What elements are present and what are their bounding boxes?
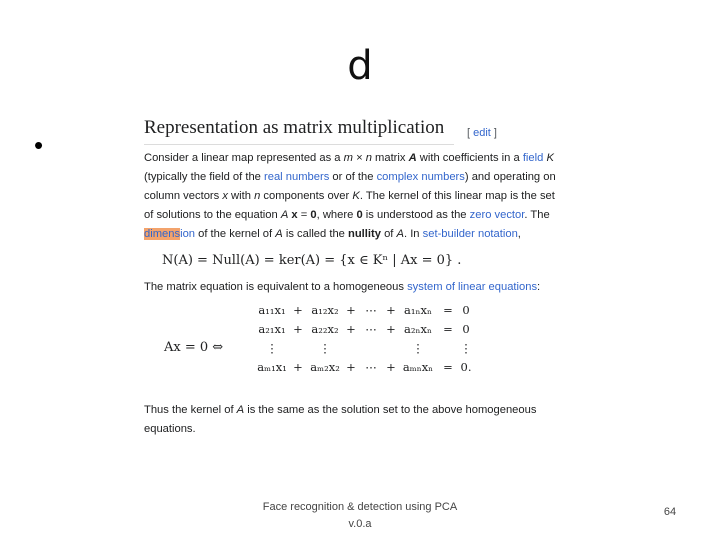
system-term: + (293, 322, 303, 336)
slide-title: d (347, 43, 373, 89)
link-complex-numbers[interactable]: complex numbers (376, 171, 465, 183)
text-math: m × n (343, 152, 372, 164)
system-row (254, 320, 474, 339)
edit-link[interactable]: edit (473, 127, 491, 139)
link-field[interactable]: field (522, 152, 544, 164)
text-math: K (546, 152, 554, 164)
text: of solutions to the equation (144, 209, 281, 221)
system-term: 0 (462, 303, 470, 317)
slide-footer (230, 499, 490, 533)
text: . The kernel of this linear map is the set (359, 190, 555, 202)
text-math: A (396, 228, 404, 240)
text: is called the (282, 228, 349, 240)
text-math: x (222, 190, 228, 202)
paragraph-kernel-definition (144, 149, 584, 244)
system-term: aₘₙxₙ (402, 360, 434, 374)
section-heading (144, 117, 497, 145)
text-math: A (408, 152, 417, 164)
system-term: aₘ₂x₂ (310, 360, 340, 374)
system-term: ⋯ (365, 360, 377, 374)
system-term: a₁₁x₁ (258, 303, 286, 317)
system-term: + (293, 360, 303, 374)
edit-bracket-open: [ (467, 127, 474, 139)
system-term: ⋮ (412, 341, 424, 355)
system-term: a₂₂x₂ (311, 322, 339, 336)
text: with coefficients in a (416, 152, 523, 164)
paragraph-line (144, 168, 584, 187)
system-term: + (386, 360, 396, 374)
text: Consider a linear map represented as a (144, 152, 344, 164)
text: of (380, 228, 397, 240)
equation-null-space: N(A) = Null(A) = ker(A) = {x ∈ Kⁿ | Ax = 0} . (162, 253, 462, 268)
link-zero-vector[interactable]: zero vector (469, 209, 525, 221)
system-term: + (346, 360, 356, 374)
system-term: + (346, 303, 356, 317)
system-term: = (443, 360, 453, 374)
text: with (227, 190, 255, 202)
system-lhs: Ax = 0 ⇔ (164, 340, 224, 355)
system-term: ⋮ (319, 341, 331, 355)
paragraph-conclusion (144, 401, 584, 439)
text: Thus the kernel of (144, 404, 237, 416)
text-math: x (291, 209, 298, 221)
edit-section (467, 124, 497, 143)
paragraph-line (144, 187, 584, 206)
text-math: n (254, 190, 261, 202)
text-math: 0 (310, 209, 317, 221)
system-term: a₁₂x₂ (311, 303, 339, 317)
paragraph-line (144, 225, 584, 244)
link-set-builder-notation[interactable]: set-builder notation (422, 228, 518, 240)
text: , (517, 228, 521, 240)
wiki-excerpt (144, 118, 584, 439)
edit-bracket-close: ] (490, 127, 497, 139)
system-term: a₂₁x₁ (258, 322, 286, 336)
text-math: K (352, 190, 360, 202)
system-term: + (293, 303, 303, 317)
text: of the kernel of (195, 228, 276, 240)
text: matrix (371, 152, 409, 164)
paragraph-line: equations. (144, 423, 196, 435)
system-row (254, 301, 474, 320)
text: (typically the field of the (144, 171, 265, 183)
text-math: A (275, 228, 283, 240)
system-term: + (346, 322, 356, 336)
system-term: a₁ₙxₙ (404, 303, 432, 317)
system-term: + (386, 303, 396, 317)
text-bold: nullity (348, 228, 381, 240)
system-row (254, 358, 474, 377)
system-term: + (386, 322, 396, 336)
system-term: = (443, 322, 453, 336)
paragraph-line (144, 401, 584, 420)
paragraph-line (144, 206, 584, 225)
system-term: ⋮ (460, 341, 472, 355)
text: or of the (329, 171, 377, 183)
paragraph-homogeneous-system (144, 278, 584, 297)
system-term: 0 (462, 322, 470, 336)
text: . The (524, 209, 550, 221)
page-number: 64 (663, 506, 677, 518)
text: : (537, 281, 541, 293)
system-row (254, 339, 474, 358)
system-term: ⋯ (365, 322, 377, 336)
section-heading-title: Representation as matrix multiplication (144, 117, 445, 138)
text: components over (260, 190, 353, 202)
footer-title: Face recognition & detection using PCA (262, 501, 458, 513)
equation-linear-system (144, 301, 584, 399)
system-term: ⋯ (365, 303, 377, 317)
text: = (297, 209, 311, 221)
system-term: 0. (460, 360, 472, 374)
bullet-point: • (34, 130, 44, 160)
paragraph-line (144, 149, 584, 168)
text-math: A (236, 404, 245, 416)
system-term: ⋮ (266, 341, 278, 355)
text-math: 0 (356, 209, 363, 221)
link-dimension-highlighted[interactable]: dimens (144, 228, 181, 240)
system-term: aₘ₁x₁ (257, 360, 287, 374)
link-system-of-linear-equations[interactable]: system of linear equations (407, 281, 538, 293)
system-term: a₂ₙxₙ (404, 322, 432, 336)
link-dimension[interactable]: ion (180, 228, 196, 240)
text: is understood as the (362, 209, 470, 221)
text-math: A (280, 209, 289, 221)
footer-version: v.0.a (348, 518, 372, 530)
text: ) and operating on (464, 171, 556, 183)
text: The matrix equation is equivalent to a homogeneous (144, 281, 408, 293)
text: , where (316, 209, 357, 221)
text: . In (403, 228, 423, 240)
text: column vectors (144, 190, 223, 202)
system-term: = (443, 303, 453, 317)
text: is the same as the solution set to the above homogeneous (244, 404, 537, 416)
link-real-numbers[interactable]: real numbers (264, 171, 330, 183)
system-rows (254, 301, 474, 377)
